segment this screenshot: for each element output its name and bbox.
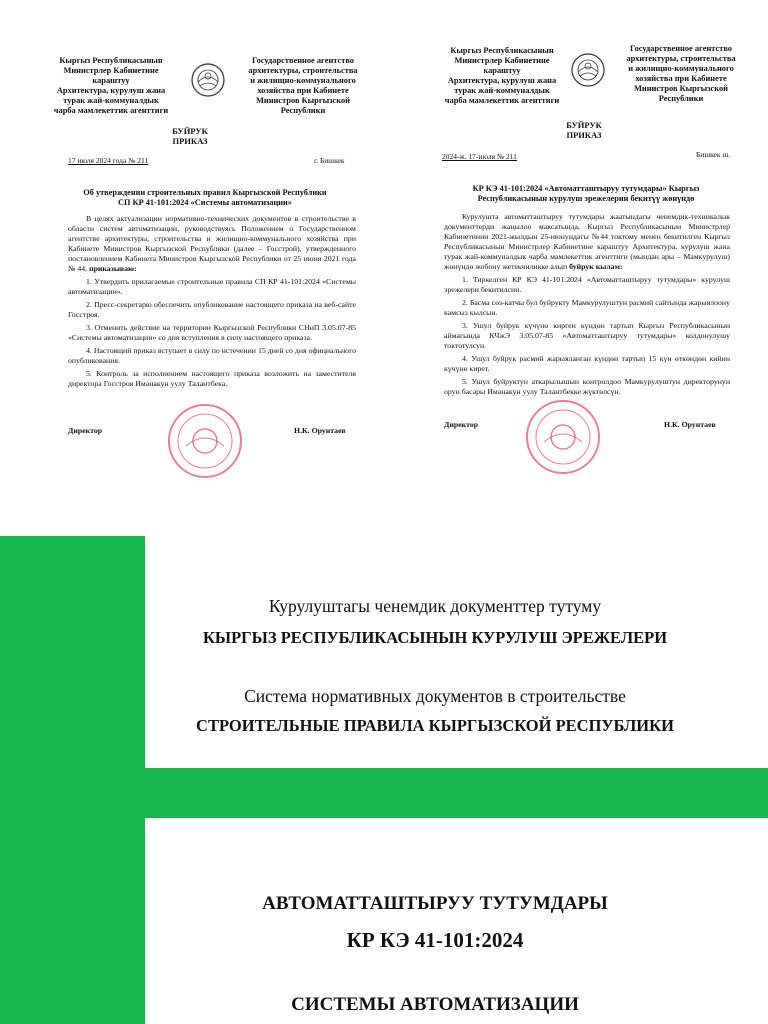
order-item: 2. Пресс-секретарю обеспечить опубликование настоящего приказа на веб-сайте Госстроя. bbox=[68, 300, 356, 319]
cover-green-band bbox=[0, 768, 768, 818]
signature-role: Директор bbox=[68, 426, 103, 435]
header-left-line: Архитектура, курулуш жана bbox=[56, 86, 166, 95]
header-right-line: Государственное агентство bbox=[630, 44, 732, 53]
preamble-bold: приказываю: bbox=[89, 264, 137, 273]
header-left bbox=[438, 46, 566, 106]
order-item: 3. Ушул буйрук күчүнө кирген күндөн тартып Кыргыз Республикасынын аймагында КЧжЭ 3.05.07-85 «Автоматташтыруу тутумдары» колдонулушу токтотулсун. bbox=[444, 321, 730, 350]
header-left-line: Министрлер Кабинетине bbox=[454, 56, 550, 65]
cover-line-kg-system: Курулуштагы ченемдик документтер тутуму bbox=[268, 596, 602, 616]
order-title bbox=[438, 184, 734, 204]
preamble bbox=[444, 212, 730, 272]
order-city: г. Бишкек bbox=[314, 156, 345, 165]
header-left-line: Архитектура, курулуш жана bbox=[447, 76, 557, 85]
cover-line-kg-rules: КЫРГЫЗ РЕСПУБЛИКАСЫНЫН КУРУЛУШ ЭРЕЖЕЛЕРИ bbox=[202, 628, 668, 647]
standard-cover bbox=[0, 536, 768, 1024]
header-left-line: Кыргыз Республикасынын bbox=[450, 46, 554, 55]
order-item: 3. Отменить действие на территории Кыргызской Республики СНиП 3.05.07-85 «Системы автоматизации» со дня вступления в силу настоящего приказа. bbox=[68, 323, 356, 342]
order-page-russian bbox=[0, 0, 384, 520]
cover-green-block-bottom bbox=[0, 818, 145, 1024]
state-emblem-icon bbox=[190, 62, 226, 98]
header-left-line: караштуу bbox=[483, 66, 521, 75]
preamble-text: В целях актуализации нормативно-технических документов в строительстве в области систем автоматизации, руководствуясь Положением о Государственном агентстве архитектуры, строительства и жилищно-коммунального хозяйства при Кабинете Министров Кыргызской Республики (далее – Госстрой), утвержденного постановлением Кабинета Министров Кыргызской Республики от 25 июня 2021 года № 44, bbox=[68, 214, 356, 273]
header-left-line: чарба мамлекеттик агенттиги bbox=[53, 106, 169, 115]
order-title-line: СП КР 41-101:2024 «Системы автоматизации» bbox=[118, 198, 292, 207]
order-title-line: КР КЭ 41-101:2024 «Автоматташтыруу тутумдары» Кыргыз bbox=[472, 184, 700, 193]
header-right-line: архитектуры, строительства bbox=[626, 54, 736, 63]
order-item: 1. Тиркелген КР КЭ 41-101:2024 «Автоматташтыруу тутумдары» курулуш эрежелери бекитилсин. bbox=[444, 275, 730, 294]
header-right-line: хозяйства при Кабинете bbox=[257, 86, 349, 95]
order-title bbox=[60, 188, 350, 208]
cover-title-kg: АВТОМАТТАШТЫРУУ ТУТУМДАРЫ bbox=[262, 893, 608, 914]
order-item: 5. Контроль за исполнением настоящего приказа возложить на заместителя директора Госстроя Иманакун уулу Талантбека. bbox=[68, 369, 356, 388]
official-stamp-icon bbox=[166, 402, 244, 480]
order-title-line: Республикасынын курулуш эрежелерин бекитүү жөнүндө bbox=[477, 194, 695, 203]
signature-name: Н.К. Орунтаев bbox=[664, 420, 716, 429]
state-emblem-icon bbox=[570, 52, 606, 88]
header-right bbox=[614, 44, 748, 104]
order-item: 5. Ушул буйруктун аткарылышын контролдоо Мамкурулуштун директорунун орун басары Иманакун уулу Талантбекке жүктөлсүн. bbox=[444, 377, 730, 396]
preamble-text: Курулушта автоматташтыруу тутумдары жаатындагы ченемдик-техникалык документтерди жаңылоо максатында, Кыргыз Республикасынын Министрлер Кабинетинин 2021-жылдын 25-июнундагы №44 токтому менен бекитилген Кыргыз Республикасынын Министрлер Кабинетине караштуу Архитектура, курулуш жана турак жай-коммуналдык чарба мамлекеттик агенттиги (мындан ары – Мамкурулуш) жөнүндө жобону жетекчиликке алып bbox=[444, 212, 730, 271]
header-left-line: чарба мамлекеттик агенттиги bbox=[444, 96, 560, 105]
header-left-line: Министрлер Кабинетине bbox=[63, 66, 159, 75]
cover-line-ru-system: Система нормативных документов в строительстве bbox=[244, 686, 626, 706]
header-right-line: хозяйства при Кабинете bbox=[635, 74, 727, 83]
preamble-bold: буйрук кылам: bbox=[569, 262, 623, 271]
order-item: 2. Басма сөз-катчы бул буйрукту Мамкурулуштун расмий сайтында жарыялоону камсыз кылсын. bbox=[444, 298, 730, 317]
cover-line-ru-rules: СТРОИТЕЛЬНЫЕ ПРАВИЛА КЫРГЫЗСКОЙ РЕСПУБЛИКИ bbox=[196, 716, 674, 735]
header-left bbox=[42, 56, 180, 116]
header-right-line: Республики bbox=[280, 106, 326, 115]
order-heading bbox=[544, 120, 624, 140]
order-heading-kg: БУЙРУК bbox=[172, 126, 208, 136]
official-stamp-icon bbox=[524, 398, 602, 476]
signature-name: Н.К. Орунтаев bbox=[294, 426, 346, 435]
order-item: 4. Настоящий приказ вступает в силу по истечении 15 дней со дня официального опубликования. bbox=[68, 346, 356, 365]
cover-title-ru: СИСТЕМЫ АВТОМАТИЗАЦИИ bbox=[291, 994, 579, 1015]
order-body bbox=[68, 214, 356, 392]
order-heading bbox=[150, 126, 230, 146]
header-left-line: турак жай-коммуналдык bbox=[63, 96, 159, 105]
cover-code: КР КЭ 41-101:2024 bbox=[346, 928, 524, 952]
order-title-line: Об утверждении строительных правил Кыргызской Республики bbox=[83, 188, 327, 197]
order-heading-ru: ПРИКАЗ bbox=[172, 136, 208, 146]
cover-green-block-top bbox=[0, 536, 145, 768]
header-right-line: архитектуры, строительства bbox=[248, 66, 358, 75]
order-date: 17 июля 2024 года № 211 bbox=[68, 156, 149, 165]
order-item: 1. Утвердить прилагаемые строительные правила СП КР 41-101:2024 «Системы автоматизации». bbox=[68, 277, 356, 296]
order-city: Бишкек ш. bbox=[696, 150, 731, 159]
header-right-line: и жилищно-коммунального bbox=[628, 64, 734, 73]
header-left-line: Кыргыз Республикасынын bbox=[59, 56, 163, 65]
order-date: 2024-ж. 17-июля № 211 bbox=[442, 152, 517, 161]
header-left-line: турак жай-коммуналдык bbox=[454, 86, 550, 95]
order-page-kyrgyz bbox=[384, 0, 768, 520]
order-heading-kg: БУЙРУК bbox=[566, 120, 602, 130]
header-right-line: Государственное агентство bbox=[252, 56, 354, 65]
order-heading-ru: ПРИКАЗ bbox=[566, 130, 602, 140]
header-right-line: и жилищно-коммунального bbox=[250, 76, 356, 85]
header-right-line: Министров Кыргызской bbox=[634, 84, 728, 93]
header-right bbox=[238, 56, 368, 116]
header-right-line: Министров Кыргызской bbox=[256, 96, 350, 105]
header-left-line: караштуу bbox=[92, 76, 130, 85]
header-right-line: Республики bbox=[658, 94, 704, 103]
signature-role: Директор bbox=[444, 420, 479, 429]
order-item: 4. Ушул буйрук расмий жарыяланган күндөн тартып 15 күн өткөндөн кийин күчүнө кирет. bbox=[444, 354, 730, 373]
order-body bbox=[444, 212, 730, 400]
preamble bbox=[68, 214, 356, 274]
